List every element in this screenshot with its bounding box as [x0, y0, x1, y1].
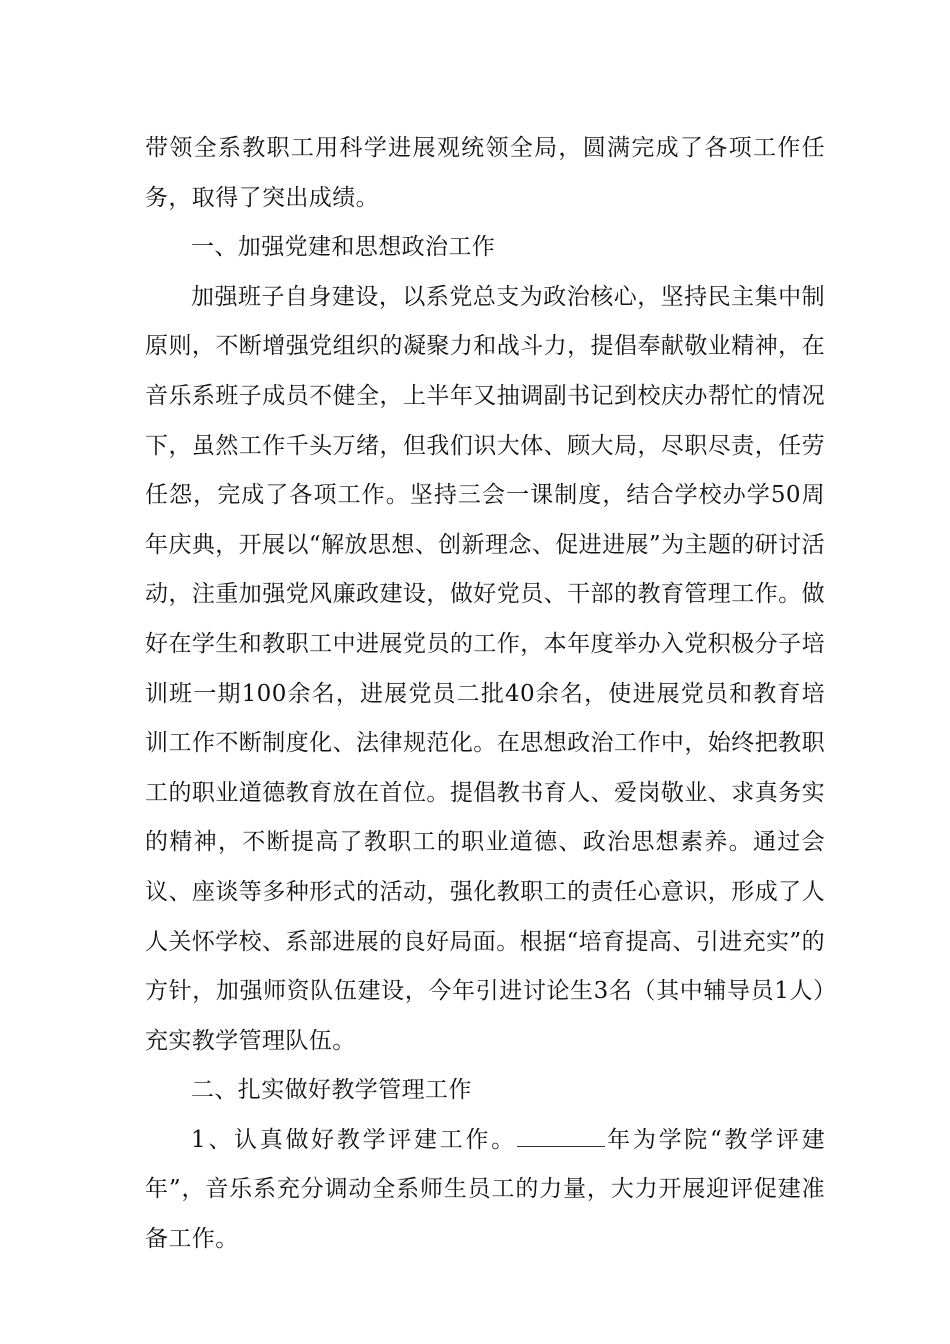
section-heading-1: 一、加强党建和思想政治工作 — [191, 234, 496, 261]
fill-in-blank-line — [517, 1124, 605, 1147]
paragraph-party-building: 加强班子自身建设，以系党总支为政治核心，坚持民主集中制原则，不断增强党组织的凝聚力和战斗力，提倡奉献敬业精神，在音乐系班子成员不健全，上半年又抽调副书记到校庆办帮忙的情况下，虽然工作千头万绪，但我们识大体、顾大局，尽职尽责，任劳任怨，完成了各项工作。坚持三会一课制度，结合学校办学50周年庆典，开展以“解放思想、创新理念、促进进展”为主题的研讨活动，注重加强党风廉政建设，做好党员、干部的教育管理工作。做好在学生和教职工中进展党员的工作，本年度举办入党积极分子培训班一期100余名，进展党员二批40余名，使进展党员和教育培训工作不断制度化、法律规范化。在思想政治工作中，始终把教职工的职业道德教育放在首位。提倡教书育人、爱岗敬业、求真务实的精神，不断提高了教职工的职业道德、政治思想素养。通过会议、座谈等多种形式的活动，强化教职工的责任心意识，形成了人人关怀学校、系部进展的良好局面。根据“培育提高、引进充实”的方针，加强师资队伍建设，今年引进讨论生3名（其中辅导员1人）充实教学管理队伍。 — [145, 283, 825, 1054]
section-heading-2: 二、扎实做好教学管理工作 — [191, 1077, 472, 1104]
paragraph-text-after-blank: 年为学院“教学评建年”，音乐系充分调动全系师生员工的力量，大力开展迎评促建准备工作。 — [145, 1126, 825, 1253]
paragraph-text-before-blank: 1、认真做好教学评建工作。 — [191, 1126, 517, 1153]
paragraph-teaching-evaluation — [145, 1116, 825, 1265]
document-body — [145, 124, 825, 1265]
paragraph-intro-continued: 带领全系教职工用科学进展观统领全局，圆满完成了各项工作任务，取得了突出成绩。 — [145, 135, 825, 211]
